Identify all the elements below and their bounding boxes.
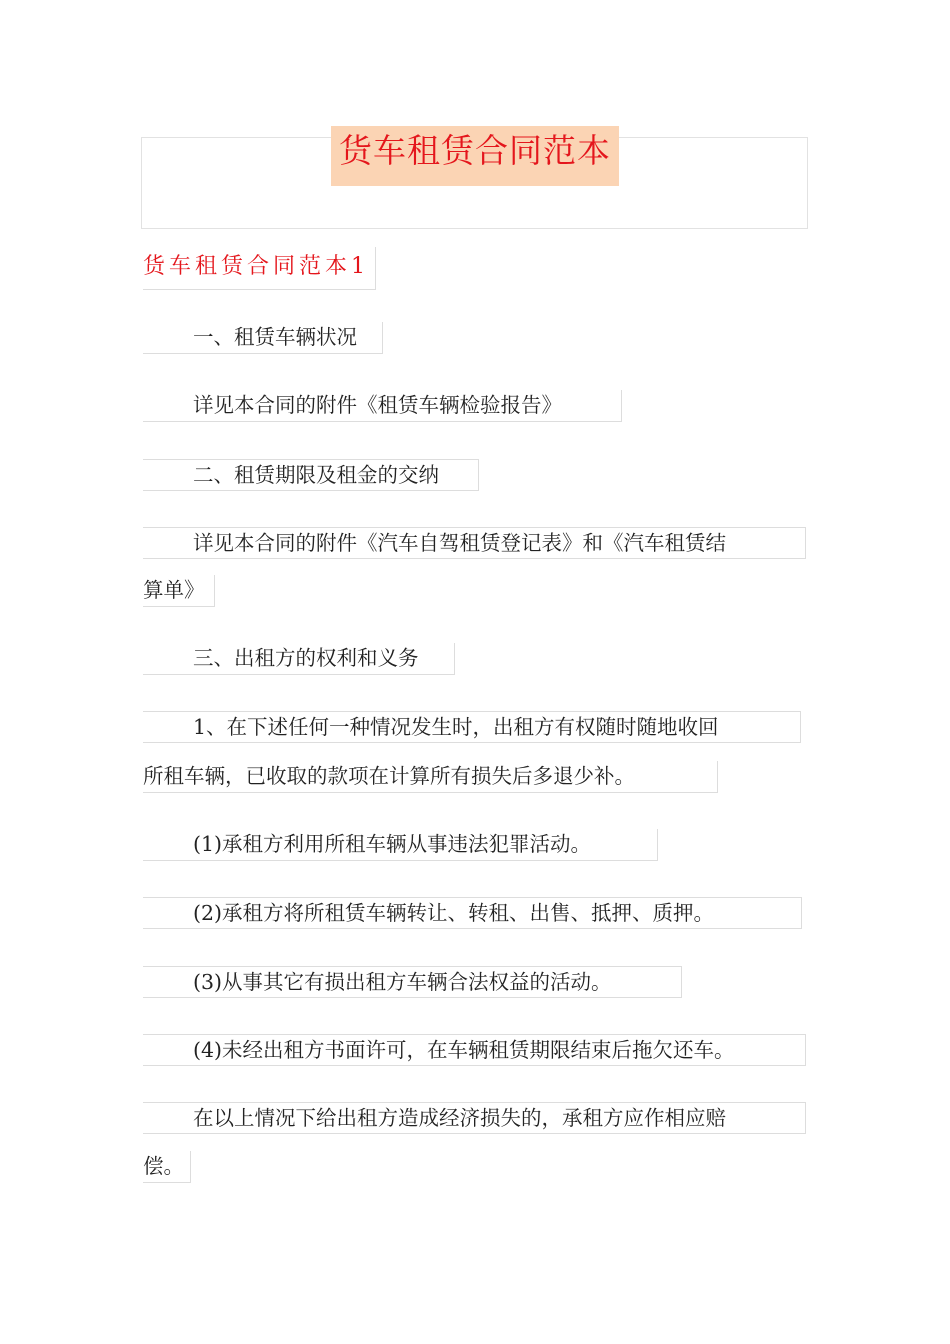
paragraph-continuation: 所租车辆，已收取的款项在计算所有损失后多退少补。 — [143, 761, 718, 793]
paragraph-heading-3: 三、出租方的权利和义务 — [143, 643, 455, 675]
paragraph: 详见本合同的附件《租赁车辆检验报告》 — [143, 390, 622, 422]
section-heading: 货车租赁合同范本1 — [143, 247, 376, 290]
paragraph-continuation: 偿。 — [143, 1151, 191, 1183]
list-item: (3)从事其它有损出租方车辆合法权益的活动。 — [143, 966, 682, 998]
list-item: (2)承租方将所租赁车辆转让、转租、出售、抵押、质押。 — [143, 897, 802, 929]
list-item: (1)承租方利用所租车辆从事违法犯罪活动。 — [143, 829, 658, 861]
paragraph: 在以上情况下给出租方造成经济损失的，承租方应作相应赔 — [143, 1102, 806, 1134]
list-item: (4)未经出租方书面许可，在车辆租赁期限结束后拖欠还车。 — [143, 1034, 806, 1066]
paragraph: 1、在下述任何一种情况发生时，出租方有权随时随地收回 — [143, 711, 801, 743]
document-title: 货车租赁合同范本 — [331, 126, 619, 186]
paragraph-heading-1: 一、租赁车辆状况 — [143, 322, 383, 354]
paragraph-continuation: 算单》 — [143, 575, 215, 607]
paragraph: 详见本合同的附件《汽车自驾租赁登记表》和《汽车租赁结 — [143, 527, 806, 559]
paragraph-heading-2: 二、租赁期限及租金的交纳 — [143, 459, 479, 491]
